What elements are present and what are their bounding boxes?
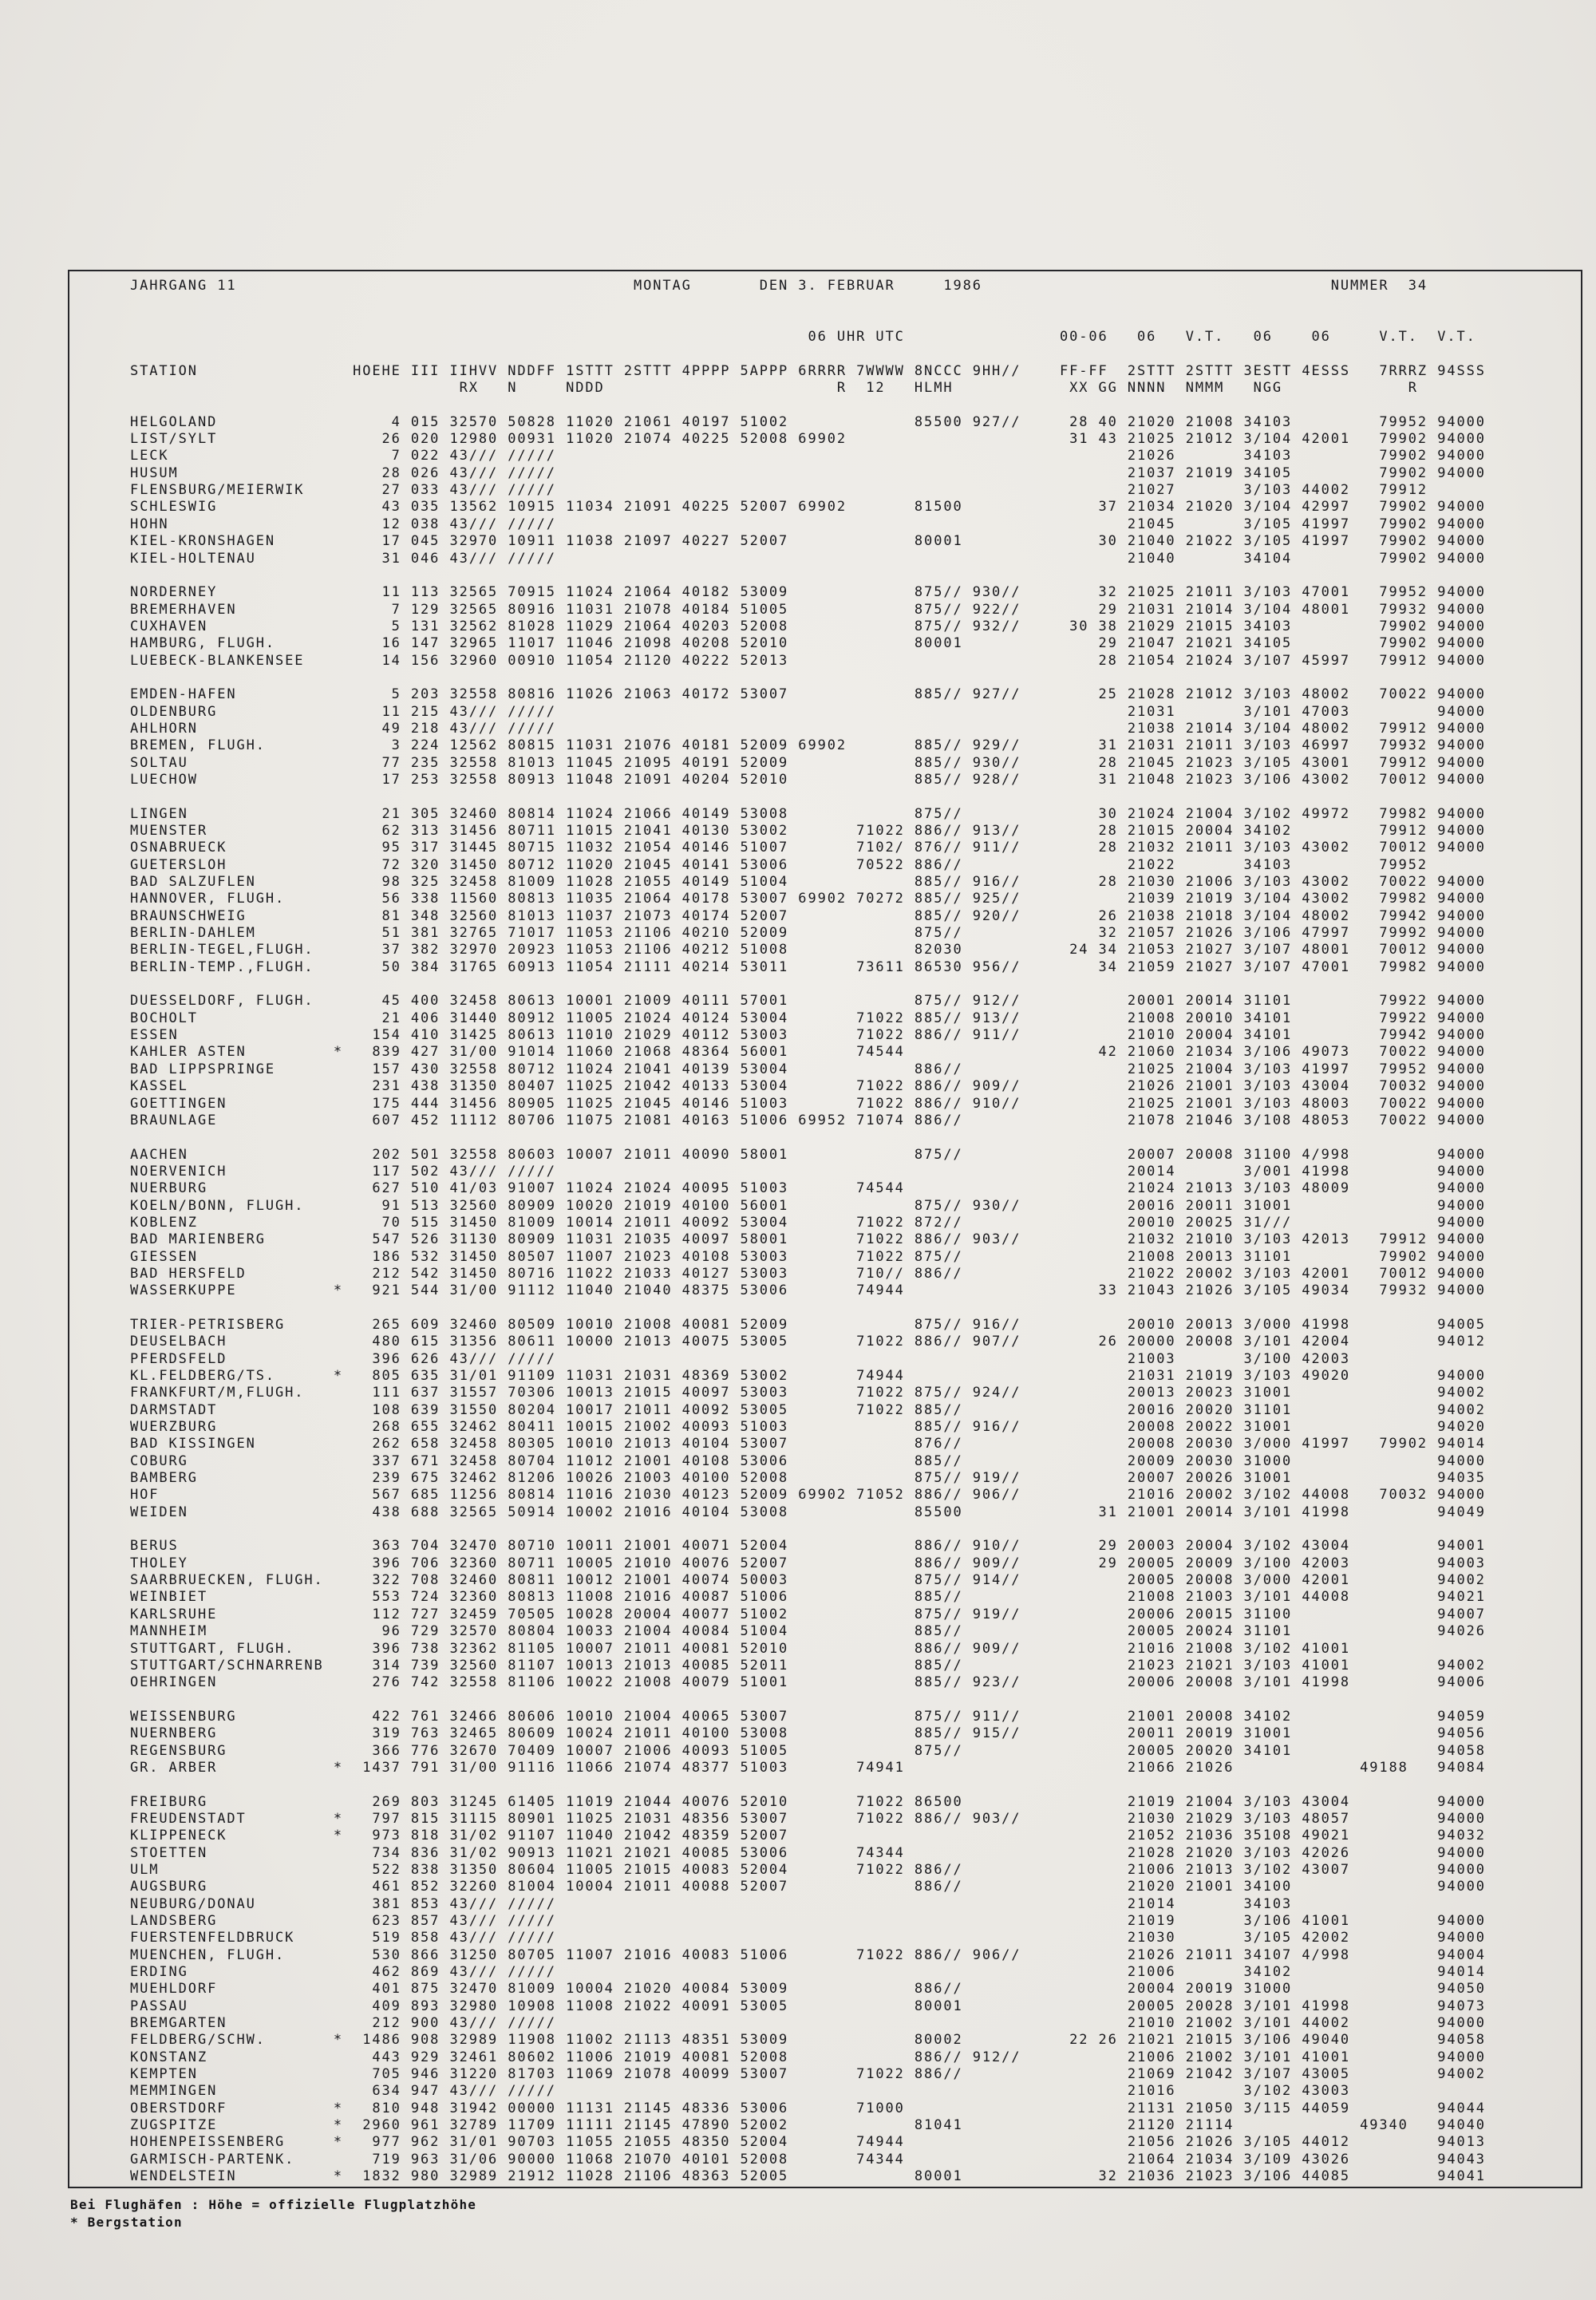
- report-line: PASSAU 409 893 32980 10908 11008 21022 40091 53005 80001 20005 20028 3/101 41998 94073: [130, 1998, 1496, 2014]
- report-line: EMDEN-HAFEN 5 203 32558 80816 11026 21063 40172 53007 885// 927// 25 21028 21012 3/103 48002 70022 94000: [130, 686, 1496, 703]
- report-line: GOETTINGEN 175 444 31456 80905 11025 21045 40146 51003 71022 886// 910// 21025 21001 3/103 48003 70022 94000: [130, 1095, 1496, 1112]
- report-line: WUERZBURG 268 655 32462 80411 10015 21002 40093 51003 885// 916// 20008 20022 31001 94020: [130, 1419, 1496, 1436]
- report-line: MUENCHEN, FLUGH. 530 866 31250 80705 11007 21016 40083 51006 71022 886// 906// 21026 21011 34107 4/998 94004: [130, 1946, 1496, 1963]
- report-line: BRAUNLAGE 607 452 11112 80706 11075 21081 40163 51006 69952 71074 886// 21078 21046 3/108 48053 70022 94000: [130, 1112, 1496, 1128]
- report-line: HUSUM 28 026 43/// ///// 21037 21019 34105 79902 94000: [130, 464, 1496, 481]
- report-line: NUERBURG 627 510 41/03 91007 11024 21024 40095 51003 74544 21024 21013 3/103 48009 94000: [130, 1180, 1496, 1197]
- report-line: OBERSTDORF * 810 948 31942 00000 11131 21145 48336 53006 71000 21131 21050 3/115 44059 94044: [130, 2100, 1496, 2116]
- report-line: LINGEN 21 305 32460 80814 11024 21066 40149 53008 875// 30 21024 21004 3/102 49972 79982 94000: [130, 805, 1496, 822]
- report-line: BAD HERSFELD 212 542 31450 80716 11022 21033 40127 53003 710// 886// 21022 20002 3/103 42001 70012 94000: [130, 1265, 1496, 1282]
- report-line: KIEL-HOLTENAU 31 046 43/// ///// 21040 34104 79902 94000: [130, 550, 1496, 567]
- report-line: KL.FELDBERG/TS. * 805 635 31/01 91109 11031 21031 48369 53002 74944 21031 21019 3/103 49020 94000: [130, 1368, 1496, 1384]
- report-line: 06 UHR UTC 00-06 06 V.T. 06 06 V.T. V.T.: [130, 329, 1496, 346]
- footnote-bergstation: * Bergstation: [70, 2215, 183, 2230]
- report-line: BREMGARTEN 212 900 43/// ///// 21010 21002 3/101 44002 94000: [130, 2015, 1496, 2032]
- report-line: NEUBURG/DONAU 381 853 43/// ///// 21014 34103: [130, 1895, 1496, 1912]
- report-line: COBURG 337 671 32458 80704 11012 21001 40108 53006 885// 20009 20030 31000 94000: [130, 1452, 1496, 1469]
- report-line: AUGSBURG 461 852 32260 81004 10004 21011 40088 52007 886// 21020 21001 34100 94000: [130, 1879, 1496, 1895]
- report-line: FUERSTENFELDBRUCK 519 858 43/// ///// 21030 3/105 42002 94000: [130, 1930, 1496, 1946]
- report-line: BAD SALZUFLEN 98 325 32458 81009 11028 21055 40149 51004 885// 916// 28 21030 21006 3/103 43002 70022 94000: [130, 874, 1496, 891]
- report-line: OEHRINGEN 276 742 32558 81106 10022 21008 40079 51001 885// 923// 20006 20008 3/101 41998 94006: [130, 1674, 1496, 1691]
- report-line: TRIER-PETRISBERG 265 609 32460 80509 10010 21008 40081 52009 875// 916// 20010 20013 3/000 41998 94005: [130, 1316, 1496, 1333]
- report-line: [130, 312, 1495, 329]
- report-line: CUXHAVEN 5 131 32562 81028 11029 21064 40203 52008 875// 932// 30 38 21029 21015 34103 79902 94000: [130, 618, 1496, 634]
- report-line: OLDENBURG 11 215 43/// ///// 21031 3/101 47003 94000: [130, 703, 1496, 720]
- report-line: STATION HOEHE III IIHVV NDDFF 1STTT 2STTT 4PPPP 5APPP 6RRRR 7WWWW 8NCCC 9HH// FF-FF 2STTT 2STTT 3ESTT 4ESSS 7RRRZ 94SSS: [130, 362, 1496, 379]
- footnote-flugplatzhoehe: Bei Flughäfen : Höhe = offizielle Flugplatzhöhe: [70, 2197, 477, 2212]
- report-line: DEUSELBACH 480 615 31356 80611 10000 21013 40075 53005 71022 886// 907// 26 20000 20008 3/101 42004 94012: [130, 1334, 1496, 1350]
- report-line: PFERDSFELD 396 626 43/// ///// 21003 3/100 42003: [130, 1350, 1496, 1367]
- report-line: STUTTGART, FLUGH. 396 738 32362 81105 10007 21011 40081 52010 886// 909// 21016 21008 3/102 41001: [130, 1640, 1496, 1657]
- report-line: KONSTANZ 443 929 32461 80602 11006 21019 40081 52008 886// 912// 21006 21002 3/101 41001 94000: [130, 2049, 1496, 2065]
- report-line: [130, 1776, 1495, 1793]
- report-line: MANNHEIM 96 729 32570 80804 10033 21004 40084 51004 885// 20005 20024 31101 94026: [130, 1623, 1496, 1640]
- report-line: HANNOVER, FLUGH. 56 338 11560 80813 11035 21064 40178 53007 69902 70272 885// 925// 21039 21019 3/104 43002 79982 94000: [130, 891, 1496, 907]
- report-line: RX N NDDD R 12 HLMH XX GG NNNN NMMM NGG R: [130, 380, 1496, 397]
- report-line: WENDELSTEIN * 1832 980 32989 21912 11028 21106 48363 52005 80001 32 21036 21023 3/106 44085 94041: [130, 2168, 1496, 2185]
- report-line: [130, 976, 1495, 993]
- report-line: KLIPPENECK * 973 818 31/02 91107 11040 21042 48359 52007 21052 21036 35108 49021 94032: [130, 1828, 1496, 1844]
- report-line: [130, 346, 1495, 362]
- report-line: GR. ARBER * 1437 791 31/00 91116 11066 21074 48377 51003 74941 21066 21026 49188 94084: [130, 1759, 1496, 1776]
- report-line: BRAUNSCHWEIG 81 348 32560 81013 11037 21073 40174 52007 885// 920// 26 21038 21018 3/104 48002 79942 94000: [130, 907, 1496, 924]
- report-line: NOERVENICH 117 502 43/// ///// 20014 3/001 41998 94000: [130, 1163, 1496, 1180]
- report-line: HOHENPEISSENBERG * 977 962 31/01 90703 11055 21055 48350 52004 74944 21056 21026 3/105 44012 94013: [130, 2134, 1496, 2151]
- report-line: SAARBRUECKEN, FLUGH. 322 708 32460 80811 10012 21001 40074 50003 875// 914// 20005 20008 3/000 42001 94002: [130, 1572, 1496, 1589]
- report-line: LIST/SYLT 26 020 12980 00931 11020 21074 40225 52008 69902 31 43 21025 21012 3/104 42001 79902 94000: [130, 431, 1496, 448]
- report-line: BERLIN-TEMP.,FLUGH. 50 384 31765 60913 11054 21111 40214 53011 73611 86530 956// 34 21059 21027 3/107 47001 79982 94000: [130, 958, 1496, 975]
- report-line: [130, 567, 1495, 584]
- report-line: [130, 397, 1495, 413]
- report-line: FRANKFURT/M,FLUGH. 111 637 31557 70306 10013 21015 40097 53003 71022 875// 924// 20013 20023 31001 94002: [130, 1385, 1496, 1401]
- report-line: HAMBURG, FLUGH. 16 147 32965 11017 11046 21098 40208 52010 80001 29 21047 21021 34105 79902 94000: [130, 635, 1496, 652]
- report-line: [130, 294, 1495, 311]
- report-body: [130, 278, 1495, 2186]
- report-line: [130, 788, 1495, 805]
- report-line: KIEL-KRONSHAGEN 17 045 32970 10911 11038 21097 40227 52007 80001 30 21040 21022 3/105 41997 79902 94000: [130, 533, 1496, 550]
- report-line: WEINBIET 553 724 32360 80813 11008 21016 40087 51006 885// 21008 21003 3/101 44008 94021: [130, 1589, 1496, 1606]
- report-frame: [68, 270, 1582, 2188]
- report-line: [130, 670, 1495, 686]
- report-line: BERLIN-DAHLEM 51 381 32765 71017 11053 21106 40210 52009 875// 32 21057 21026 3/106 47997 79992 94000: [130, 925, 1496, 942]
- report-line: LANDSBERG 623 857 43/// ///// 21019 3/106 41001 94000: [130, 1913, 1496, 1929]
- report-line: ESSEN 154 410 31425 80613 11010 21029 40112 53003 71022 886// 911// 21010 20004 34101 79942 94000: [130, 1027, 1496, 1044]
- report-line: THOLEY 396 706 32360 80711 10005 21010 40076 52007 886// 909// 29 20005 20009 3/100 42003 94003: [130, 1555, 1496, 1571]
- report-line: HOF 567 685 11256 80814 11016 21030 40123 52009 69902 71052 886// 906// 21016 20002 3/102 44008 70032 94000: [130, 1487, 1496, 1504]
- report-line: ULM 522 838 31350 80604 11005 21015 40083 52004 71022 886// 21006 21013 3/102 43007 94000: [130, 1861, 1496, 1878]
- report-line: [130, 1521, 1495, 1538]
- report-line: [130, 1129, 1495, 1146]
- report-line: [130, 1692, 1495, 1709]
- report-line: KASSEL 231 438 31350 80407 11025 21042 40133 53004 71022 886// 909// 21026 21001 3/103 43004 70032 94000: [130, 1078, 1496, 1095]
- report-line: BERLIN-TEGEL,FLUGH. 37 382 32970 20923 11053 21106 40212 51008 82030 24 34 21053 21027 3/107 48001 70012 94000: [130, 942, 1496, 958]
- report-line: GIESSEN 186 532 31450 80507 11007 21023 40108 53003 71022 875// 21008 20013 31101 79902 94000: [130, 1248, 1496, 1265]
- report-line: BOCHOLT 21 406 31440 80912 11005 21024 40124 53004 71022 885// 913// 21008 20010 34101 79922 94000: [130, 1010, 1496, 1026]
- report-line: STOETTEN 734 836 31/02 90913 11021 21021 40085 53006 74344 21028 21020 3/103 42026 94000: [130, 1844, 1496, 1861]
- report-line: LUECHOW 17 253 32558 80913 11048 21091 40204 52010 885// 928// 31 21048 21023 3/106 43002 70012 94000: [130, 771, 1496, 788]
- report-line: BREMERHAVEN 7 129 32565 80916 11031 21078 40184 51005 875// 922// 29 21031 21014 3/104 48001 79932 94000: [130, 601, 1496, 618]
- report-line: AACHEN 202 501 32558 80603 10007 21011 40090 58001 875// 20007 20008 31100 4/998 94000: [130, 1146, 1496, 1163]
- report-line: SOLTAU 77 235 32558 81013 11045 21095 40191 52009 885// 930// 28 21045 21023 3/105 43001 79912 94000: [130, 754, 1496, 771]
- report-line: OSNABRUECK 95 317 31445 80715 11032 21054 40146 51007 7102/ 876// 911// 28 21032 21011 3/103 43002 70012 94000: [130, 840, 1496, 856]
- report-line: KOBLENZ 70 515 31450 81009 10014 21011 40092 53004 71022 872// 20010 20025 31/// 94000: [130, 1214, 1496, 1231]
- report-line: NUERNBERG 319 763 32465 80609 10024 21011 40100 53008 885// 915// 20011 20019 31001 94056: [130, 1725, 1496, 1742]
- report-line: BAD KISSINGEN 262 658 32458 80305 10010 21013 40104 53007 876// 20008 20030 3/000 41997 79902 94014: [130, 1436, 1496, 1452]
- report-line: GARMISCH-PARTENK. 719 963 31/06 90000 11068 21070 40101 52008 74344 21064 21034 3/109 43026 94043: [130, 2151, 1496, 2168]
- report-line: REGENSBURG 366 776 32670 70409 10007 21006 40093 51005 875// 20005 20020 34101 94058: [130, 1742, 1496, 1759]
- report-line: BAD LIPPSPRINGE 157 430 32558 80712 11024 21041 40139 53004 886// 21025 21004 3/103 41997 79952 94000: [130, 1061, 1496, 1077]
- report-line: AHLHORN 49 218 43/// ///// 21038 21014 3/104 48002 79912 94000: [130, 720, 1496, 737]
- report-line: BAD MARIENBERG 547 526 31130 80909 11031 21035 40097 58001 71022 886// 903// 21032 21010 3/103 42013 79912 94000: [130, 1231, 1496, 1248]
- report-line: MUEHLDORF 401 875 32470 81009 10004 21020 40084 53009 886// 20004 20019 31000 94050: [130, 1981, 1496, 1998]
- report-line: DARMSTADT 108 639 31550 80204 10017 21011 40092 53005 71022 885// 20016 20020 31101 94002: [130, 1401, 1496, 1418]
- report-line: BAMBERG 239 675 32462 81206 10026 21003 40100 52008 875// 919// 20007 20026 31001 94035: [130, 1470, 1496, 1487]
- report-line: SCHLESWIG 43 035 13562 10915 11034 21091 40225 52007 69902 81500 37 21034 21020 3/104 42997 79902 94000: [130, 499, 1496, 516]
- report-line: FREUDENSTADT * 797 815 31115 80901 11025 21031 48356 53007 71022 886// 903// 21030 21029 3/103 48057 94000: [130, 1810, 1496, 1827]
- report-line: ZUGSPITZE * 2960 961 32789 11709 11111 21145 47890 52002 81041 21120 21114 49340 94040: [130, 2117, 1496, 2134]
- report-line: FELDBERG/SCHW. * 1486 908 32989 11908 11002 21113 48351 53009 80002 22 26 21021 21015 3/106 49040 94058: [130, 2032, 1496, 2049]
- report-line: DUESSELDORF, FLUGH. 45 400 32458 80613 10001 21009 40111 57001 875// 912// 20001 20014 31101 79922 94000: [130, 993, 1496, 1010]
- report-line: MUENSTER 62 313 31456 80711 11015 21041 40130 53002 71022 886// 913// 28 21015 20004 34102 79912 94000: [130, 823, 1496, 839]
- report-line: JAHRGANG 11 MONTAG DEN 3. FEBRUAR 1986 NUMMER 34: [130, 278, 1496, 294]
- report-line: NORDERNEY 11 113 32565 70915 11024 21064 40182 53009 875// 930// 32 21025 21011 3/103 47001 79952 94000: [130, 584, 1496, 601]
- report-line: GUETERSLOH 72 320 31450 80712 11020 21045 40141 53006 70522 886// 21022 34103 79952: [130, 856, 1496, 873]
- footnotes: [70, 2196, 476, 2231]
- report-line: ERDING 462 869 43/// ///// 21006 34102 94014: [130, 1964, 1496, 1981]
- report-line: WEIDEN 438 688 32565 50914 10002 21016 40104 53008 85500 31 21001 20014 3/101 41998 94049: [130, 1504, 1496, 1520]
- report-line: BREMEN, FLUGH. 3 224 12562 80815 11031 21076 40181 52009 69902 885// 929// 31 21031 21011 3/103 46997 79932 94000: [130, 737, 1496, 754]
- report-line: KOELN/BONN, FLUGH. 91 513 32560 80909 10020 21019 40100 56001 875// 930// 20016 20011 31001 94000: [130, 1197, 1496, 1214]
- report-line: HOHN 12 038 43/// ///// 21045 3/105 41997 79902 94000: [130, 516, 1496, 532]
- report-line: WEISSENBURG 422 761 32466 80606 10010 21004 40065 53007 875// 911// 21001 20008 34102 94059: [130, 1708, 1496, 1725]
- report-line: KAHLER ASTEN * 839 427 31/00 91014 11060 21068 48364 56001 74544 42 21060 21034 3/106 49073 70022 94000: [130, 1044, 1496, 1061]
- report-line: BERUS 363 704 32470 80710 10011 21001 40071 52004 886// 910// 29 20003 20004 3/102 43004 94001: [130, 1538, 1496, 1555]
- report-line: LECK 7 022 43/// ///// 21026 34103 79902 94000: [130, 448, 1496, 464]
- report-line: FLENSBURG/MEIERWIK 27 033 43/// ///// 21027 3/103 44002 79912: [130, 482, 1496, 499]
- report-line: FREIBURG 269 803 31245 61405 11019 21044 40076 52010 71022 86500 21019 21004 3/103 43004 94000: [130, 1793, 1496, 1810]
- report-line: LUEBECK-BLANKENSEE 14 156 32960 00910 11054 21120 40222 52013 28 21054 21024 3/107 45997 79912 94000: [130, 652, 1496, 669]
- report-line: STUTTGART/SCHNARRENB 314 739 32560 81107 10013 21013 40085 52011 885// 21023 21021 3/103 41001 94002: [130, 1657, 1496, 1674]
- report-line: WASSERKUPPE * 921 544 31/00 91112 11040 21040 48375 53006 74944 33 21043 21026 3/105 49034 79932 94000: [130, 1282, 1496, 1299]
- report-line: MEMMINGEN 634 947 43/// ///// 21016 3/102 43003: [130, 2083, 1496, 2100]
- report-line: HELGOLAND 4 015 32570 50828 11020 21061 40197 51002 85500 927// 28 40 21020 21008 34103 79952 94000: [130, 413, 1496, 430]
- report-line: KEMPTEN 705 946 31220 81703 11069 21078 40099 53007 71022 886// 21069 21042 3/107 43005 94002: [130, 2066, 1496, 2083]
- report-line: [130, 1300, 1495, 1317]
- report-line: KARLSRUHE 112 727 32459 70505 10028 20004 40077 51002 875// 919// 20006 20015 31100 94007: [130, 1606, 1496, 1622]
